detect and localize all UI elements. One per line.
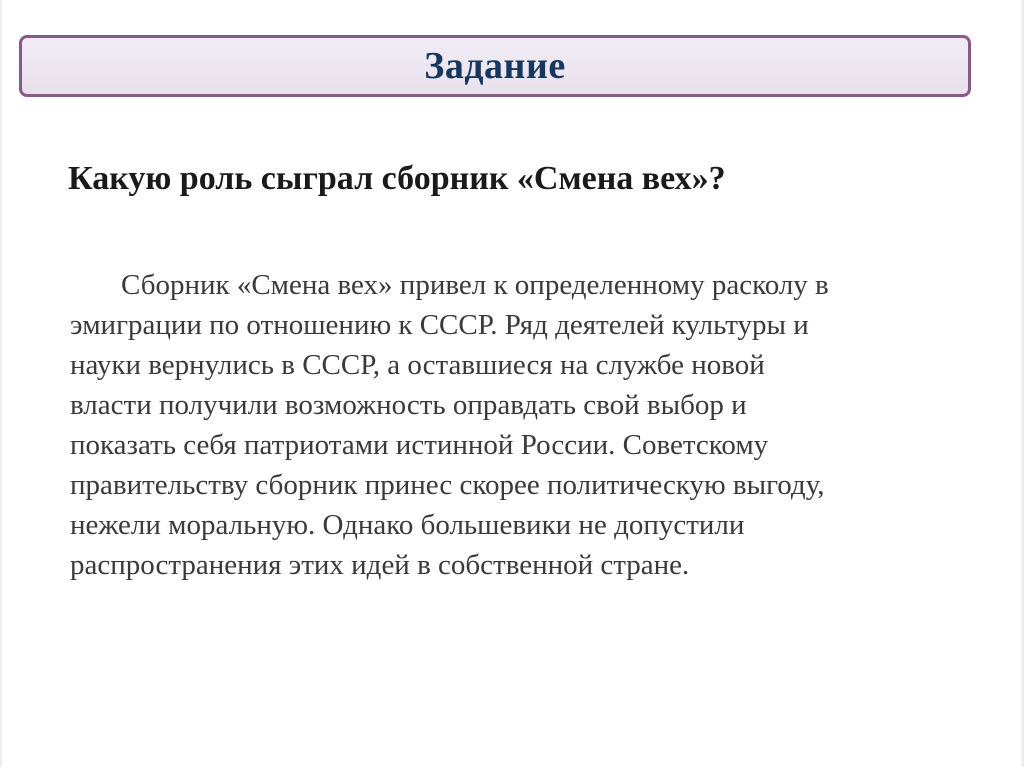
slide-title: Задание [424, 45, 566, 87]
answer-line: науки вернулись в СССР, а оставшиеся на службе новой [70, 349, 765, 381]
question-heading: Какую роль сыграл сборник «Смена вех»? [68, 160, 726, 197]
answer-line: правительству сборник принес скорее политическую выгоду, [70, 469, 825, 501]
answer-line: нежели моральную. Однако большевики не допустили [70, 509, 745, 541]
slide-left-edge [0, 0, 3, 767]
answer-line: власти получили возможность оправдать свой выбор и [70, 389, 747, 421]
title-banner [19, 35, 971, 97]
answer-line: эмиграции по отношению к СССР. Ряд деятелей культуры и [70, 309, 809, 341]
answer-line: Сборник «Смена вех» привел к определенному расколу в [121, 269, 829, 301]
answer-paragraph [70, 265, 970, 585]
answer-line: распространения этих идей в собственной стране. [70, 549, 690, 581]
slide-right-edge [1020, 0, 1024, 767]
answer-line: показать себя патриотами истинной России. Советскому [70, 429, 769, 461]
